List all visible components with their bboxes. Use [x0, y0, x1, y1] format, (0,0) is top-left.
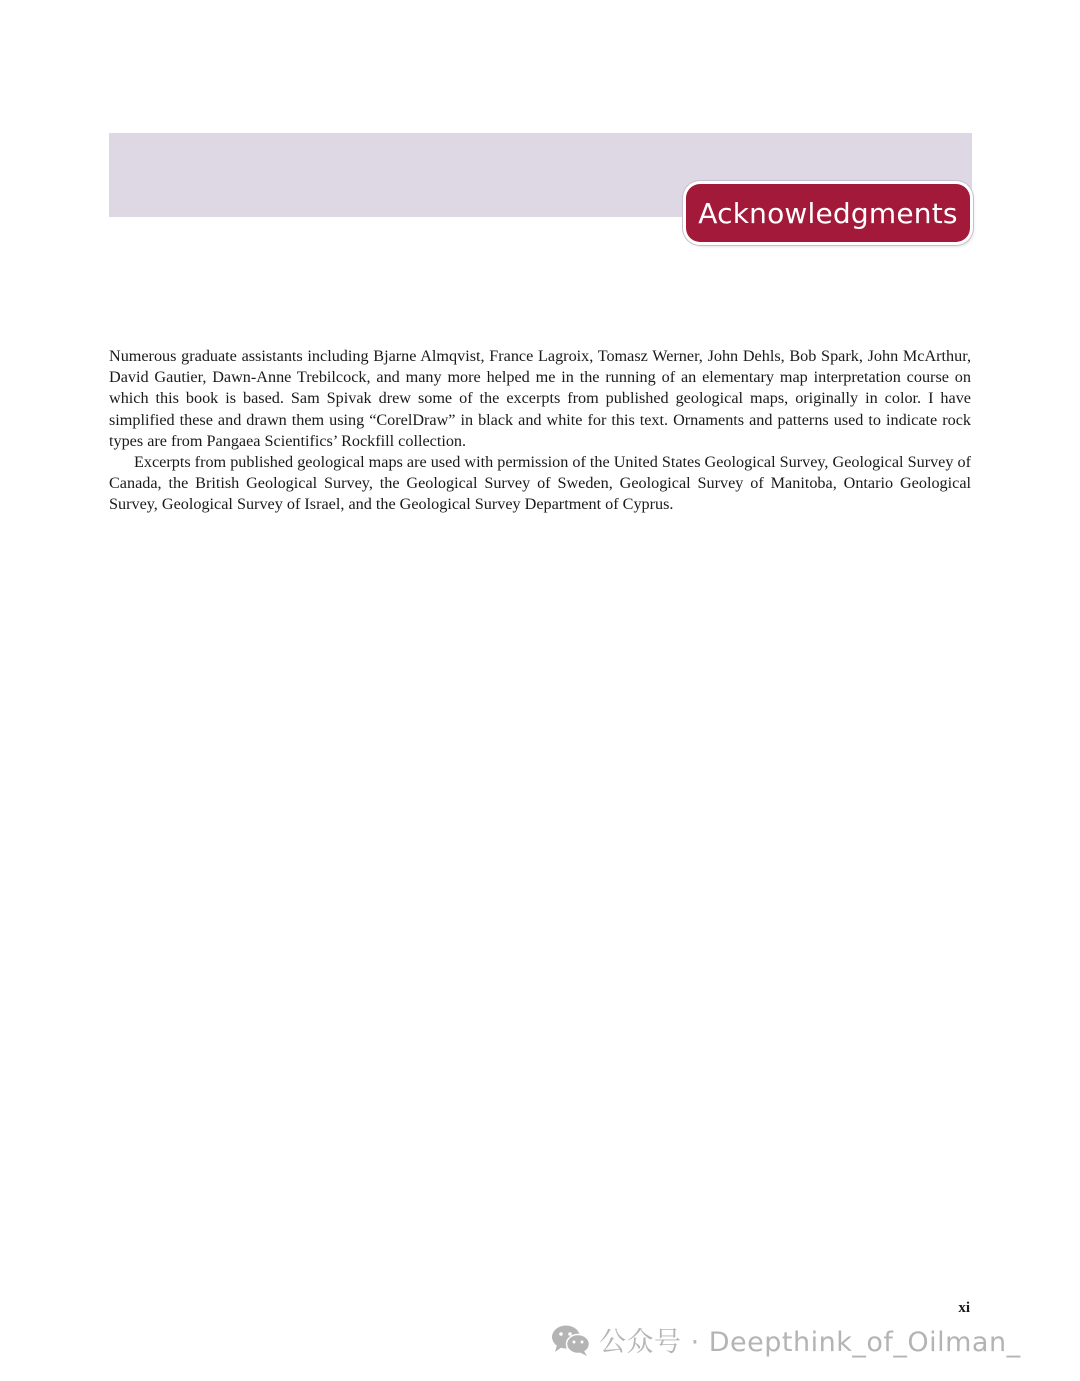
wechat-icon	[551, 1323, 591, 1357]
acknowledgments-body	[109, 346, 971, 516]
watermark	[551, 1320, 1021, 1359]
watermark-text: 公众号 · Deepthink_of_Oilman_	[599, 1327, 1021, 1358]
chapter-tab	[686, 184, 970, 242]
paragraph-2: Excerpts from published geological maps are used with permission of the United States Geological Survey, Geological Survey of Canada, the British Geological Survey, the Geological Survey of Sweden, Geological Survey of Manitoba, Ontario Geological Survey, Geological Survey of Israel, and the Geological Survey Department of Cyprus.	[109, 453, 971, 514]
paragraph-1: Numerous graduate assistants including Bjarne Almqvist, France Lagroix, Tomasz Werner, John Dehls, Bob Spark, John McArthur, David Gautier, Dawn-Anne Trebilcock, and many more helped me in the running of an elementary map interpretation course on which this book is based. Sam Spivak drew some of the excerpts from published geological maps, originally in color. I have simplified these and drawn them using “CorelDraw” in black and white for this text. Ornaments and patterns used to indicate rock types are from Pangaea Scientifics’ Rockfill collection.	[109, 347, 971, 450]
chapter-title: Acknowledgments	[698, 196, 958, 230]
page-number: xi	[958, 1300, 970, 1316]
